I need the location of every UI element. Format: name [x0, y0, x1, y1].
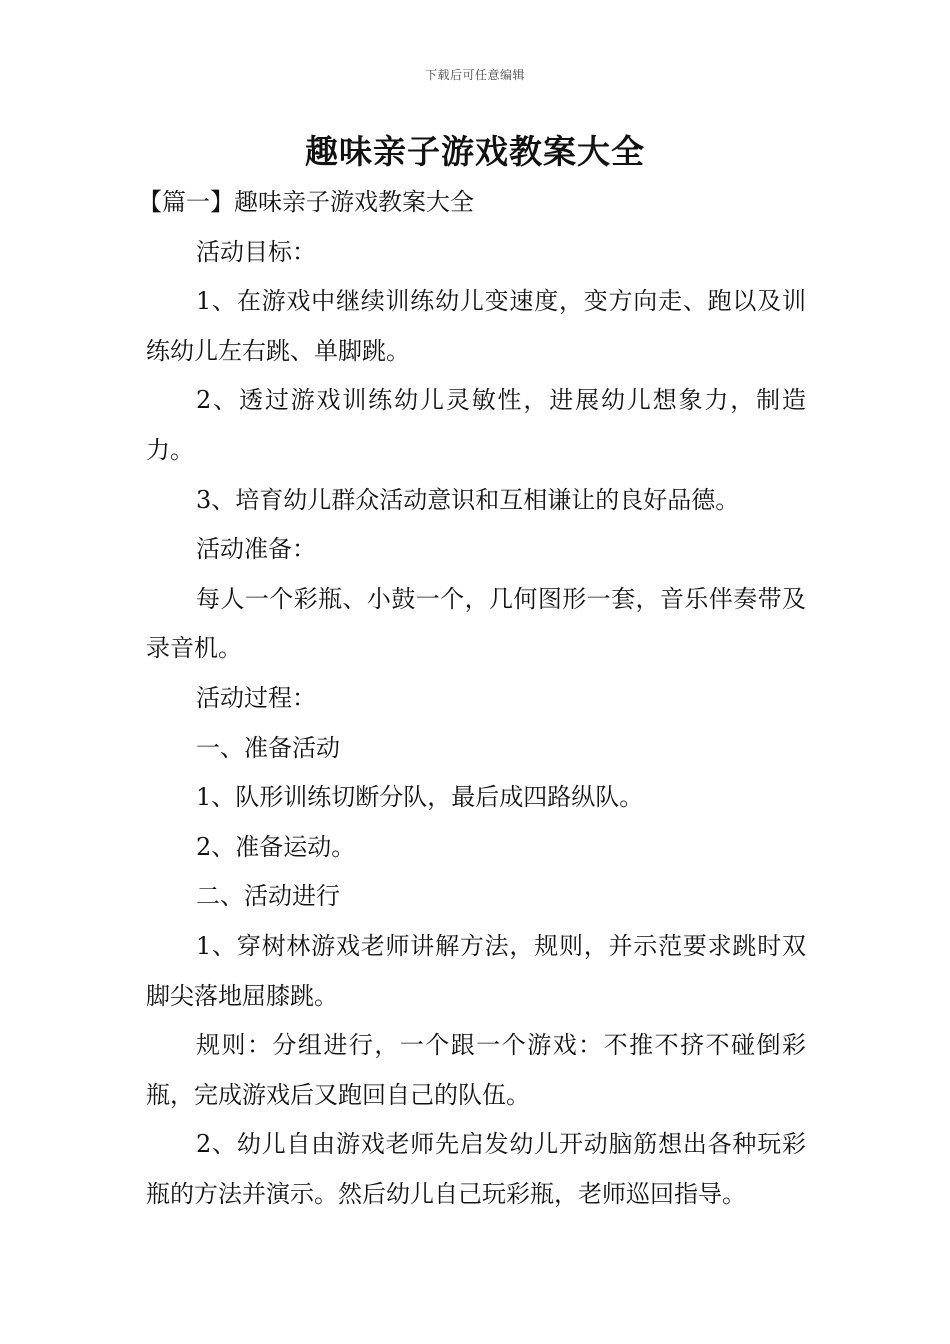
paragraph-rules: 规则：分组进行，一个跟一个游戏：不推不挤不碰倒彩瓶，完成游戏后又跑回自己的队伍。 — [146, 1031, 806, 1109]
paragraph-goal-2: 2、透过游戏训练幼儿灵敏性，进展幼儿想象力，制造力。 — [146, 386, 806, 464]
paragraph-process-heading: 活动过程： — [196, 683, 316, 712]
paragraph-warmup-heading: 一、准备活动 — [196, 733, 340, 762]
paragraph-goal-3: 3、培育幼儿群众活动意识和互相谦让的良好品德。 — [196, 485, 740, 514]
section-heading: 【篇一】趣味亲子游戏教案大全 — [138, 188, 474, 216]
paragraph-preparation-heading: 活动准备： — [196, 535, 316, 564]
paragraph-preparation: 每人一个彩瓶、小鼓一个，几何图形一套，音乐伴奏带及录音机。 — [146, 584, 806, 663]
document-title: 趣味亲子游戏教案大全 — [305, 132, 645, 171]
paragraph-activity-1: 1、穿树林游戏老师讲解方法，规则，并示范要求跳时双脚尖落地屈膝跳。 — [146, 931, 806, 1010]
paragraph-warmup-1: 1、队形训练切断分队，最后成四路纵队。 — [196, 783, 644, 812]
paragraph-activity-goals-heading: 活动目标： — [196, 237, 316, 266]
document-body — [138, 178, 806, 1219]
paragraph-warmup-2: 2、准备运动。 — [196, 832, 356, 861]
paragraph-activity-2: 2、幼儿自由游戏老师先启发幼儿开动脑筋想出各种玩彩瓶的方法并演示。然后幼儿自己玩彩瓶，老师巡回指导。 — [146, 1130, 806, 1208]
header-note: 下载后可任意编辑 — [424, 68, 525, 82]
paragraph-activity-heading: 二、活动进行 — [196, 882, 340, 911]
paragraph-goal-1: 1、在游戏中继续训练幼儿变速度，变方向走、跑以及训练幼儿左右跳、单脚跳。 — [146, 287, 806, 365]
